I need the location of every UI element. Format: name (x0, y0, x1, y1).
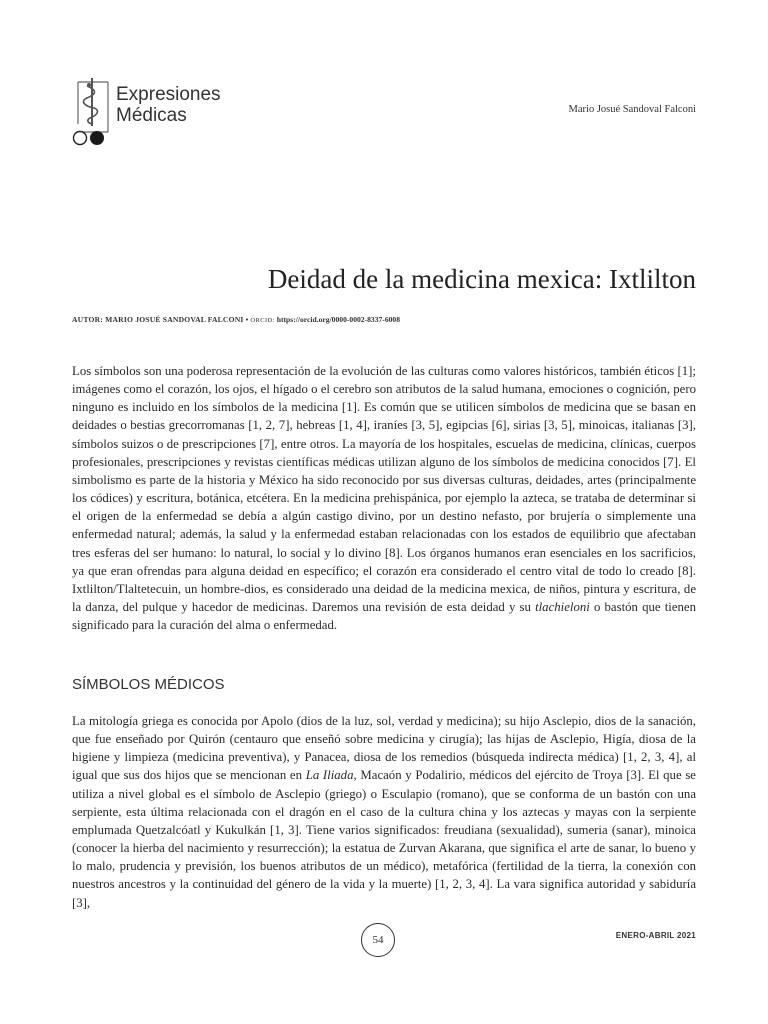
intro-paragraph (72, 362, 696, 634)
section-paragraph (72, 712, 696, 912)
journal-name-line1: Expresiones (116, 84, 221, 105)
section-italic-work: La Iliada, (305, 768, 357, 783)
page-number-text: 54 (372, 934, 384, 946)
issue-date: ENERO-ABRIL 2021 (615, 931, 696, 940)
intro-text-2: o bastón que tienen significado para la curación del alma o enfermedad. (72, 600, 696, 633)
section-heading: SÍMBOLOS MÉDICOS (72, 676, 225, 693)
author-name: AUTOR: MARIO JOSUÉ SANDOVAL FALCONI • (72, 315, 249, 324)
intro-italic-term: tlachieloni (535, 600, 590, 615)
running-head-author: Mario Josué Sandoval Falconi (568, 104, 696, 115)
journal-logo-text (116, 84, 221, 126)
section-text-1: La mitología griega es conocida por Apolo (dios de la luz, sol, verdad y medicina); su hijo Asclepio, dios de la sanación, que fue enseñado por Quirón (centauro que enseñó sobre medicina y cirugía); las hijas de Asclepio, Higía, diosa de la higiene y limpieza (medicina preventiva), y Panacea, diosa de los remedios (búsqueda indirecta médica) [1, 2, 3, 4], al igual que sus dos hijos que se mencionan en (72, 714, 696, 783)
intro-text-1: Los símbolos son una poderosa representación de la evolución de las culturas como valores históricos, también éticos [1]; imágenes como el corazón, los ojos, el hígado o el cerebro son atributos de la salud humana, emociones o cognición, pero ninguno es incluido en los símbolos de la medicina [1]. Es común que se utilicen símbolos de medicina que se basan en deidades o bestias grecorromanas [1, 2, 7], hebreas [1, 4], iraníes [3, 5], egipcias [6], sirias [3, 5], minoicas, italianas [3], símbolos suizos o de prescripciones [7], entre otros. La mayoría de los hospitales, escuelas de medicina, clínicas, cuerpos profesionales, prescripciones y revistas científicas médicas utilizan alguno de los símbolos de medicina conocidos [7]. El simbolismo es parte de la historia y México ha sido reconocido por sus diversas culturas, deidades, artes (principalmente los códices) y escritura, botánica, etcétera. En la medicina prehispánica, por ejemplo la azteca, se trataba de determinar si el origen de la enfermedad se debía a algún castigo divino, por un destino nefasto, por brujería o simplemente una enfermedad natural; además, la salud y la enfermedad estaban relacionadas con los estados de equilibrio que afectaban tres esferas del ser humano: lo natural, lo social y lo divino [8]. Los órganos humanos eran esenciales en los sacrificios, ya que eran ofrendas para alguna deidad en específico; el corazón era considerado el centro vital de todo lo creado [8]. Ixtlilton/Tlaltetecuin, un hombre-dios, es considerado una deidad de la medicina mexica, de niños, pintura y escritura, de la danza, del pulque y hacedor de medicinas. Daremos una revisión de esta deidad y su (72, 364, 696, 615)
orcid-link[interactable]: https://orcid.org/0000-0002-8337-6008 (276, 315, 401, 324)
article-title: Deidad de la medicina mexica: Ixtlilton (267, 264, 696, 294)
section-text-2: Macaón y Podalirio, médicos del ejército de Troya [3]. El que se utiliza a nivel global es el símbolo de Asclepio (griego) o Esculapio (romano), que se conforma de un bastón con una serpiente, esta última relacionada con el dragón en el caso de la cultura china y los aztecas y mayas con la serpiente emplumada Quetzalcóatl y Kukulkán [1, 3]. Tiene varios significados: freudiana (sexualidad), sumeria (sanar), minoica (conocer la hierba del nacimiento y resurrección); la estatua de Zurvan Akarana, que significa el arte de sanar, lo bueno y lo malo, prudencia y previsión, los buenos atributos de un médico), metafórica (fertilidad de la tierra, la conexión con nuestros ancestros y la continuidad del género de la vida y la muerte) [1, 2, 3, 4]. La vara significa autoridad y sabiduría [3], (72, 768, 696, 910)
orcid-label: ORCID: (250, 317, 275, 324)
page-number (361, 923, 395, 957)
author-byline (72, 315, 400, 324)
journal-name-line2: Médicas (116, 105, 187, 126)
